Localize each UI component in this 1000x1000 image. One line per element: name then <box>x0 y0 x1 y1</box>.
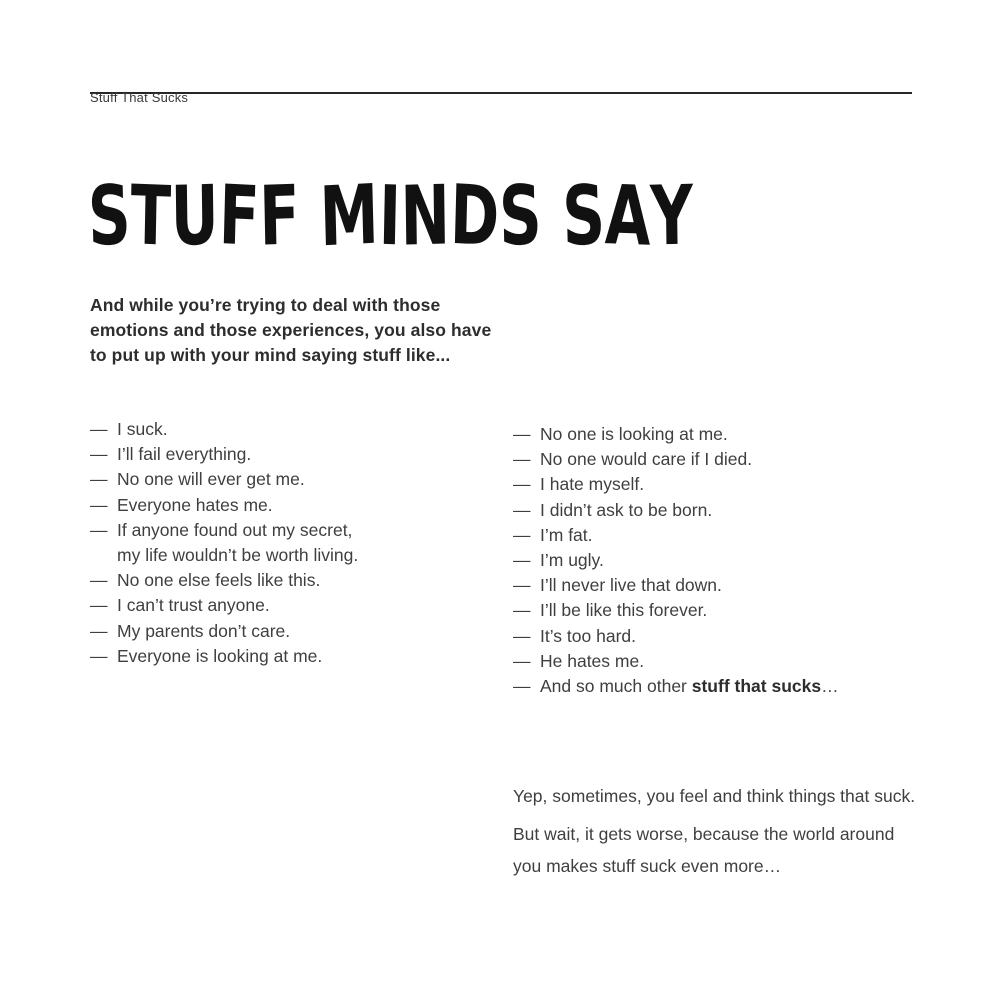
em-dash-glyph: — <box>90 595 108 616</box>
list-item <box>513 598 839 623</box>
title-letter: S <box>86 167 132 266</box>
closing-line: Yep, sometimes, you feel and think things that suck. <box>513 786 916 806</box>
list-item <box>513 447 839 472</box>
list-item <box>513 498 839 523</box>
item-text: I suck. <box>117 419 168 439</box>
item-text: My parents don’t care. <box>117 620 291 641</box>
item-text: No one would care if I died. <box>540 449 753 470</box>
em-dash-glyph: — <box>513 449 531 470</box>
item-text: I can’t trust anyone. <box>117 595 270 616</box>
list-item <box>90 417 358 442</box>
em-dash-glyph: — <box>90 620 108 641</box>
title-letter: T <box>129 168 172 265</box>
em-dash-glyph: — <box>513 550 531 571</box>
item-text: If anyone found out my secret, <box>117 519 353 540</box>
intro-line: emotions and those experiences, you also have <box>90 320 492 340</box>
em-dash-glyph: — <box>513 600 531 621</box>
list-item <box>90 493 358 518</box>
em-dash-glyph: — <box>90 444 108 465</box>
em-dash-glyph: — <box>90 494 108 515</box>
em-dash-glyph: — <box>90 519 108 540</box>
list-item <box>513 472 839 497</box>
list-item <box>90 644 358 669</box>
header-rule <box>90 92 912 94</box>
item-text: I didn’t ask to be born. <box>540 499 713 520</box>
closing-paragraphs <box>513 780 915 888</box>
list-item <box>513 422 839 447</box>
page-title <box>86 167 694 266</box>
list-item <box>90 543 358 568</box>
list-item <box>513 523 839 548</box>
item-text: It’s too hard. <box>540 625 636 646</box>
title-letter: M <box>318 167 380 266</box>
mind-list-left-column <box>90 417 358 669</box>
item-text: I’m fat. <box>540 524 593 545</box>
title-letter <box>541 176 563 258</box>
closing-paragraph <box>513 780 915 812</box>
title-letter: Y <box>649 168 694 265</box>
intro-line: And while you’re trying to deal with those <box>90 295 441 315</box>
title-letter: F <box>217 168 261 265</box>
running-header: Stuff That Sucks <box>90 90 189 105</box>
item-text: No one will ever get me. <box>117 469 305 490</box>
em-dash-glyph: — <box>513 575 531 596</box>
list-item <box>90 568 358 593</box>
em-dash-glyph: — <box>90 469 108 490</box>
em-dash-glyph: — <box>513 474 531 495</box>
item-text-tail: … <box>821 676 839 697</box>
em-dash-glyph: — <box>513 424 531 444</box>
item-text: I hate myself. <box>540 474 645 495</box>
list-item <box>90 619 358 644</box>
title-letter: F <box>258 168 301 265</box>
item-text-bold: stuff that sucks <box>691 676 822 697</box>
item-text: No one else feels like this. <box>117 570 321 591</box>
list-item <box>90 442 358 467</box>
closing-line: you makes stuff suck even more… <box>513 856 782 876</box>
em-dash-glyph: — <box>90 570 108 591</box>
em-dash-glyph: — <box>513 524 531 545</box>
mind-list-right-column <box>513 422 839 699</box>
em-dash-glyph: — <box>513 650 531 671</box>
title-letter: S <box>498 168 543 265</box>
list-item <box>513 624 839 649</box>
title-letter: D <box>448 167 501 266</box>
em-dash-glyph: — <box>513 625 531 646</box>
list-item <box>513 548 839 573</box>
em-dash-glyph: — <box>90 645 108 666</box>
title-letter: I <box>377 168 402 265</box>
item-text: I’ll be like this forever. <box>540 600 708 621</box>
list-item <box>513 674 839 699</box>
title-letter: U <box>170 168 220 265</box>
list-item <box>90 518 358 543</box>
item-text: And so much other <box>540 676 692 697</box>
item-text: Everyone hates me. <box>117 494 273 515</box>
em-dash-glyph: — <box>90 419 108 439</box>
title-letter: N <box>400 168 451 265</box>
em-dash-glyph: — <box>513 499 531 520</box>
list-item <box>90 593 358 618</box>
item-text: my life wouldn’t be worth living. <box>117 545 359 566</box>
item-text: No one is looking at me. <box>540 424 728 444</box>
closing-line: But wait, it gets worse, because the world around <box>513 824 895 844</box>
title-letter: S <box>561 167 606 266</box>
title-letter <box>299 176 321 258</box>
list-item <box>90 467 358 492</box>
item-text: I’m ugly. <box>540 550 604 571</box>
em-dash-glyph: — <box>513 676 531 697</box>
title-letter: A <box>603 168 652 265</box>
item-text: He hates me. <box>540 650 645 671</box>
closing-paragraph <box>513 818 915 882</box>
item-text: I’ll never live that down. <box>540 575 722 596</box>
item-text: Everyone is looking at me. <box>117 645 323 666</box>
intro-paragraph <box>90 293 491 368</box>
intro-line: to put up with your mind saying stuff like... <box>90 345 451 365</box>
item-text: I’ll fail everything. <box>117 444 252 465</box>
list-item <box>513 649 839 674</box>
list-item <box>513 573 839 598</box>
